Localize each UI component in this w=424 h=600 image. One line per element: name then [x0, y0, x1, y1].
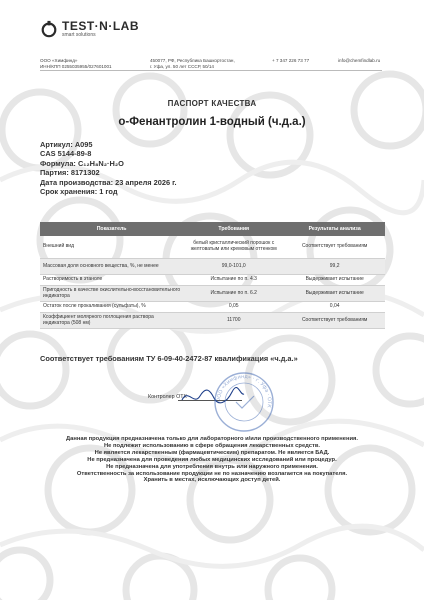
formula-value: C₁₂H₈N₂·H₂O	[77, 158, 124, 168]
production-date-line: Дата производства: 23 апреля 2026 г.	[40, 177, 177, 187]
table-row	[40, 313, 385, 329]
formula-label: Формула:	[40, 158, 78, 168]
specification-table	[40, 222, 385, 329]
row-requirement: Испытание по п. 6.2	[183, 286, 284, 302]
column-header-requirements: Требования	[183, 222, 284, 236]
row-requirement: 99,0-101,0	[183, 259, 284, 275]
table-row	[40, 236, 385, 259]
row-parameter: Массовая доля основного вещества, %, не менее	[40, 259, 183, 275]
row-requirement: белый кристаллический порошок с желтоватым или кремовым оттенком	[183, 236, 284, 259]
organization-address	[150, 58, 235, 70]
organization-name: ООО «Химфинд»	[40, 58, 78, 63]
disclaimer-line: Не подлежит использованию в сфере обращения лекарственных средств.	[103, 442, 321, 449]
table-header-row	[40, 222, 385, 236]
document-title: ПАСПОРТ КАЧЕСТВА	[167, 99, 257, 108]
usage-disclaimer	[40, 436, 384, 484]
row-parameter: Коэффициент молярного поглощения раствора индикатора (508 нм)	[40, 313, 183, 329]
product-name: о-Фенантролин 1-водный (ч.д.а.)	[118, 116, 306, 128]
row-parameter: Растворимость в этаноле	[40, 275, 183, 286]
flask-ring-logo-icon	[40, 20, 58, 38]
table-row	[40, 302, 385, 313]
row-parameter: Внешний вид	[40, 236, 183, 259]
row-parameter: Остаток после прокаливания (сульфаты), %	[40, 302, 183, 313]
cas-line: CAS 5144-89-8	[40, 149, 92, 159]
disclaimer-line: Данная продукция предназначена только для лабораторного и/или производственного применения.	[66, 436, 358, 442]
organization-email: info@chemfindlab.ru	[338, 58, 381, 63]
organization-info	[40, 58, 112, 70]
conformity-statement: Соответствует требованиям ТУ 6-09-40-2472-87 квалификация «ч.д.а.»	[40, 354, 298, 363]
address-line-2: г. Уфа, ул. 50 лет СССР, 50/14	[150, 64, 214, 69]
logo-name: TEST·N·LAB	[62, 19, 139, 33]
company-logo	[40, 20, 139, 38]
column-header-parameter: Показатель	[40, 222, 183, 236]
row-result: 0,04	[284, 302, 385, 313]
batch-line: Партия: 8171302	[40, 168, 100, 178]
table-row	[40, 275, 385, 286]
row-requirement: Испытание по п. 4.3	[183, 275, 284, 286]
organization-tax-ids: ИНН/КПП 0255035955/027601001	[40, 64, 112, 69]
formula-line	[40, 159, 177, 168]
row-result: Выдерживает испытание	[284, 275, 385, 286]
otk-inspector-label: Контролер ОТК	[148, 394, 187, 400]
logo-subtitle: smart solutions	[62, 32, 96, 38]
article-line: Артикул: A095	[40, 140, 93, 149]
row-result: 99,2	[284, 259, 385, 275]
row-parameter: Пригодность в качестве окислительно-восстановительного индикатора	[40, 286, 183, 302]
header-divider	[40, 70, 382, 71]
disclaimer-line: Не предназначена для употребления внутрь или наружного применения.	[106, 463, 318, 470]
column-header-results: Результаты анализа	[284, 222, 385, 236]
table-row	[40, 259, 385, 275]
row-requirement: 11700	[183, 313, 284, 329]
disclaimer-line: Не предназначена для проведения любых медицинских исследований или процедур.	[87, 456, 337, 463]
product-info	[40, 140, 177, 196]
row-requirement: 0,05	[183, 302, 284, 313]
table-row	[40, 286, 385, 302]
shelf-life-line: Срок хранения: 1 год	[40, 187, 118, 197]
row-result: Выдерживает испытание	[284, 286, 385, 302]
stamp-text: ООО «Химфинд» · г. Уфа · ОТК	[215, 373, 273, 409]
organization-phone: + 7 347 226 73 77	[272, 58, 310, 63]
disclaimer-line: Хранить в местах, исключающих доступ детей.	[143, 477, 281, 484]
otk-stamp	[212, 370, 276, 434]
row-result: Соответствует требованиям	[284, 236, 385, 259]
row-result: Соответствует требованиям	[284, 313, 385, 329]
disclaimer-line: Не является лекарственным (фармацевтическим) препаратом. Не является БАД.	[94, 449, 330, 456]
disclaimer-line: Ответственность за использование продукции не по назначению возлагается на покупателя.	[76, 470, 348, 477]
address-line-1: 450077, РФ, Республика Башкортостан,	[150, 58, 235, 63]
